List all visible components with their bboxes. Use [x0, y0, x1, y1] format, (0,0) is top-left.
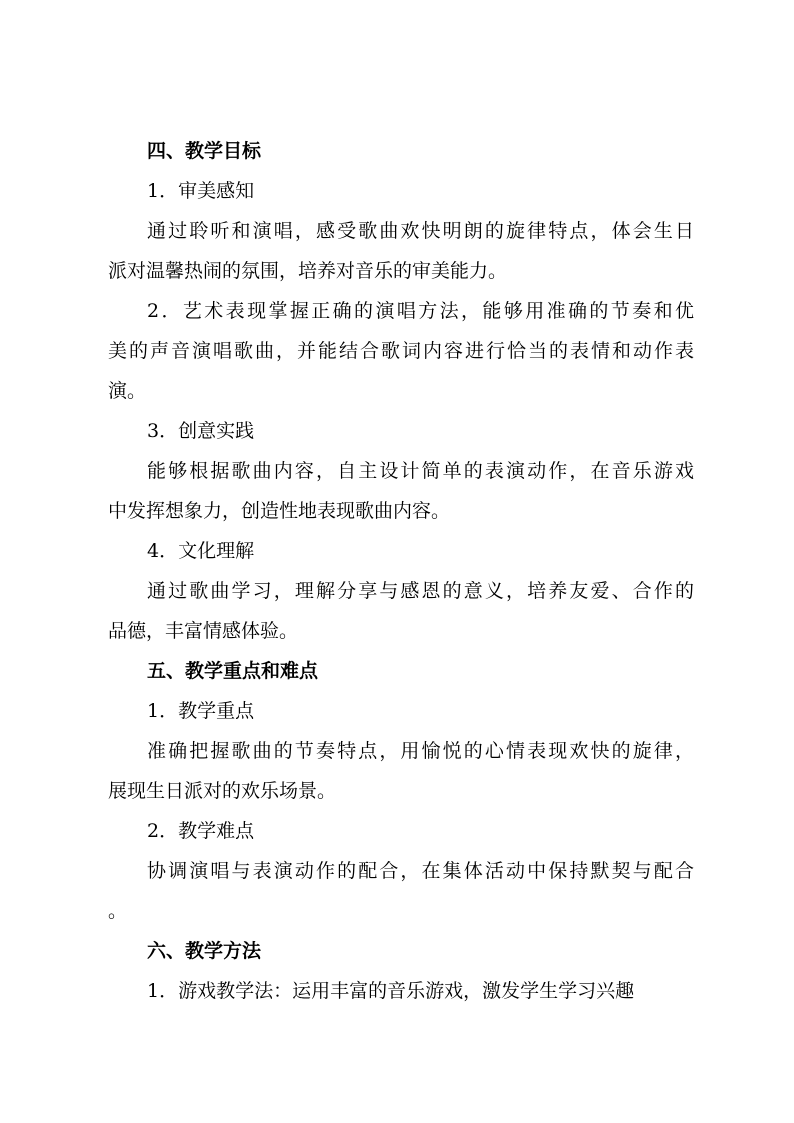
item-cultural-understanding: 4．文化理解: [147, 540, 255, 562]
paragraph-line: 中发挥想象力，创造性地表现歌曲内容。: [108, 500, 451, 522]
item-game-teaching-method: 1．游戏教学法：运用丰富的音乐游戏，激发学生学习兴趣: [147, 980, 635, 1002]
paragraph-line: 派对温馨热闹的氛围，培养对音乐的审美能力。: [108, 260, 508, 282]
section-heading-teaching-goals: 四、教学目标: [147, 140, 262, 162]
paragraph-line: 能够根据歌曲内容，自主设计简单的表演动作，在音乐游戏: [147, 460, 694, 482]
paragraph-line: 通过歌曲学习，理解分享与感恩的意义，培养友爱、合作的: [147, 580, 694, 602]
item-creative-practice: 3．创意实践: [147, 420, 255, 442]
paragraph-line: 品德，丰富情感体验。: [108, 620, 299, 642]
paragraph-line: 2．艺术表现掌握正确的演唱方法，能够用准确的节奏和优: [147, 300, 694, 322]
item-aesthetic-perception: 1．审美感知: [147, 180, 255, 202]
section-heading-teaching-methods: 六、教学方法: [147, 940, 262, 962]
paragraph-line: 演。: [108, 380, 147, 402]
paragraph-line: 。: [108, 900, 128, 922]
paragraph-line: 准确把握歌曲的节奏特点，用愉悦的心情表现欢快的旋律，: [147, 740, 694, 762]
document-body: [108, 131, 694, 1011]
paragraph-line: 协调演唱与表演动作的配合，在集体活动中保持默契与配合: [147, 860, 694, 882]
section-heading-key-points: 五、教学重点和难点: [147, 660, 319, 682]
paragraph-line: 美的声音演唱歌曲，并能结合歌词内容进行恰当的表情和动作表: [108, 340, 694, 362]
paragraph-line: 展现生日派对的欢乐场景。: [108, 780, 337, 802]
item-teaching-focus: 1．教学重点: [147, 700, 255, 722]
paragraph-line: 通过聆听和演唱，感受歌曲欢快明朗的旋律特点，体会生日: [147, 220, 694, 242]
item-teaching-difficulty: 2．教学难点: [147, 820, 255, 842]
